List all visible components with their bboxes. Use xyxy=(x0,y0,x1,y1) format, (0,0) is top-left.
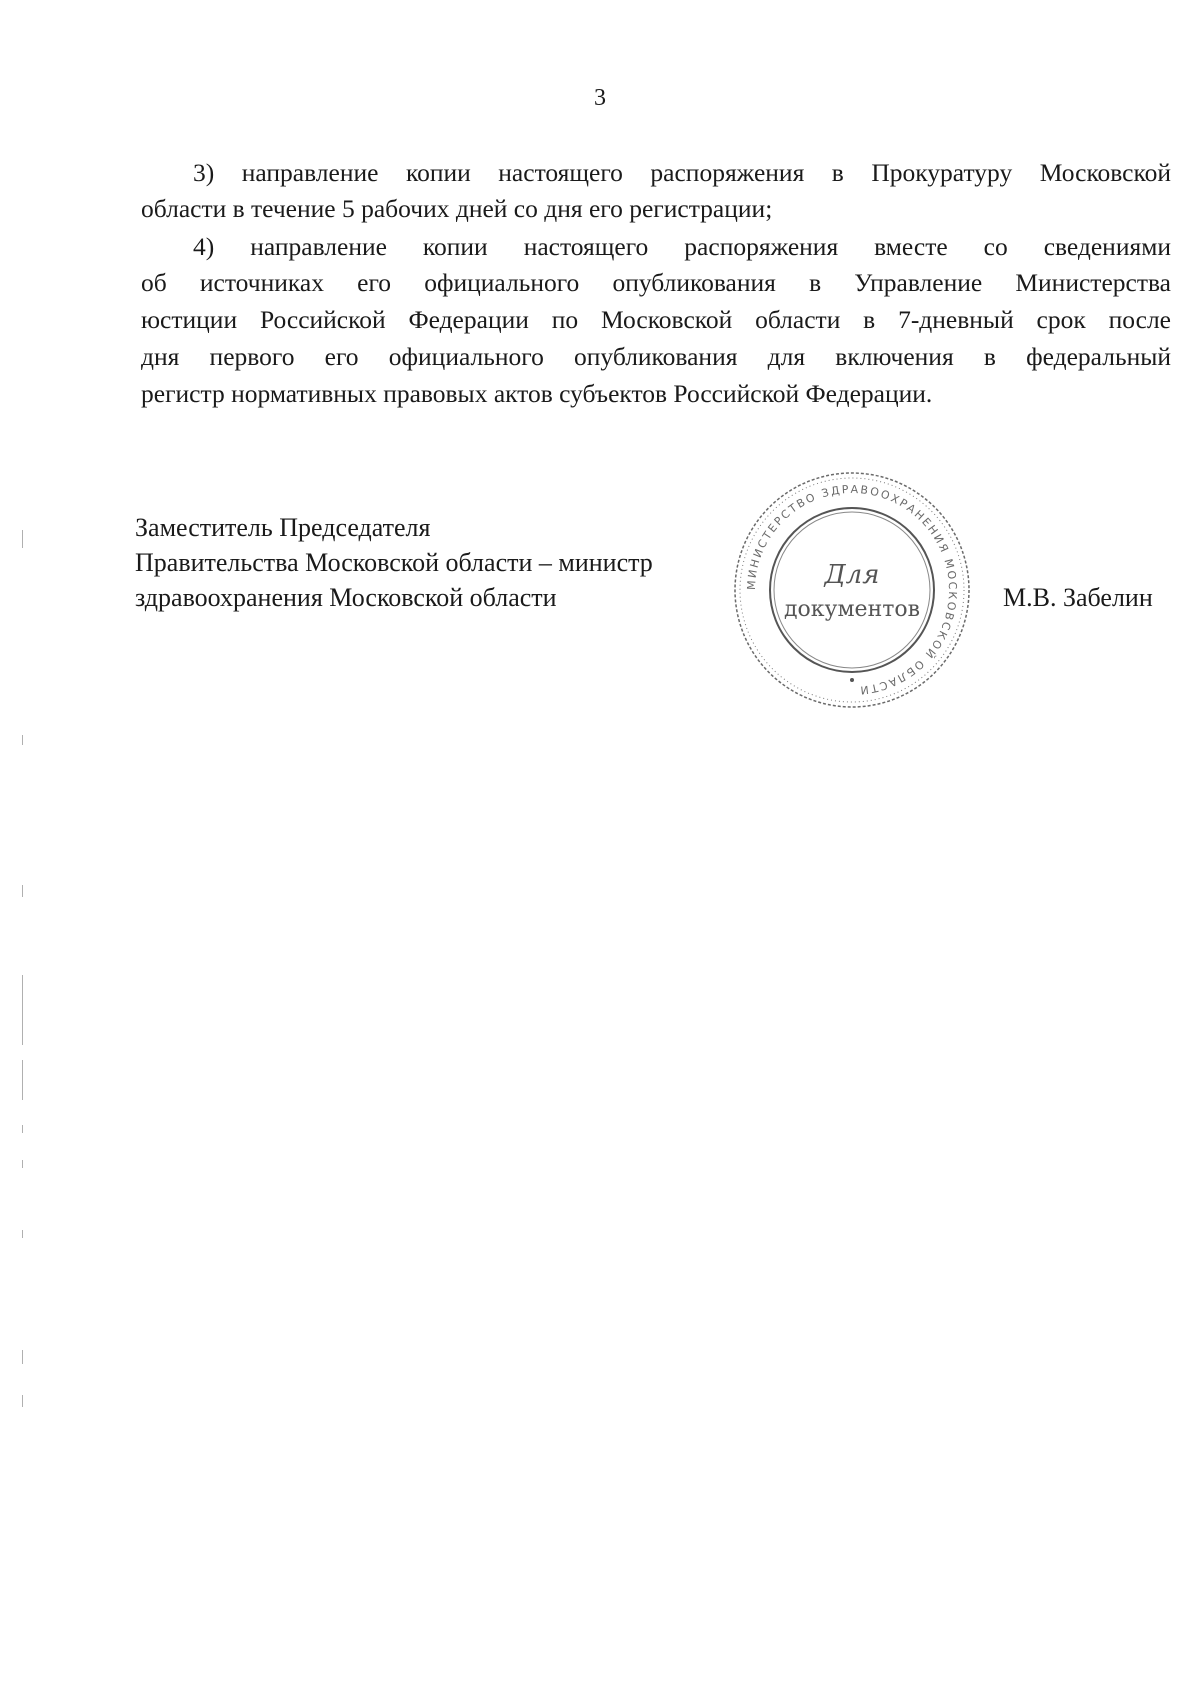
seal-center-line1: Для xyxy=(824,560,880,590)
signer-name: М.В. Забелин xyxy=(1003,583,1153,612)
signer-position: Заместитель Председателя xyxy=(135,513,431,542)
body-line: юстиции Российской Федерации по Московской области в 7-дневный срок после xyxy=(141,305,1171,334)
body-line: об источниках его официального опубликования в Управление Министерства xyxy=(141,268,1171,297)
seal-graphic xyxy=(732,470,972,710)
seal-ring-text: МИНИСТЕРСТВО ЗДРАВООХРАНЕНИЯ МОСКОВСКОЙ ОБЛАСТИ xyxy=(744,482,960,697)
signer-position: здравоохранения Московской области xyxy=(135,583,557,612)
body-line: 3) направление копии настоящего распоряжения в Прокуратуру Московской xyxy=(193,158,1171,187)
body-line: дня первого его официального опубликования для включения в федеральный xyxy=(141,342,1171,371)
page-number: 3 xyxy=(594,85,606,111)
official-seal xyxy=(732,470,972,710)
signer-position: Правительства Московской области – министр xyxy=(135,548,653,577)
body-line: регистр нормативных правовых актов субъектов Российской Федерации. xyxy=(141,379,933,408)
body-line: 4) направление копии настоящего распоряжения вместе со сведениями xyxy=(193,232,1171,261)
body-line: области в течение 5 рабочих дней со дня его регистрации; xyxy=(141,194,773,223)
seal-dot xyxy=(850,678,854,682)
seal-center-line2: документов xyxy=(783,597,921,622)
